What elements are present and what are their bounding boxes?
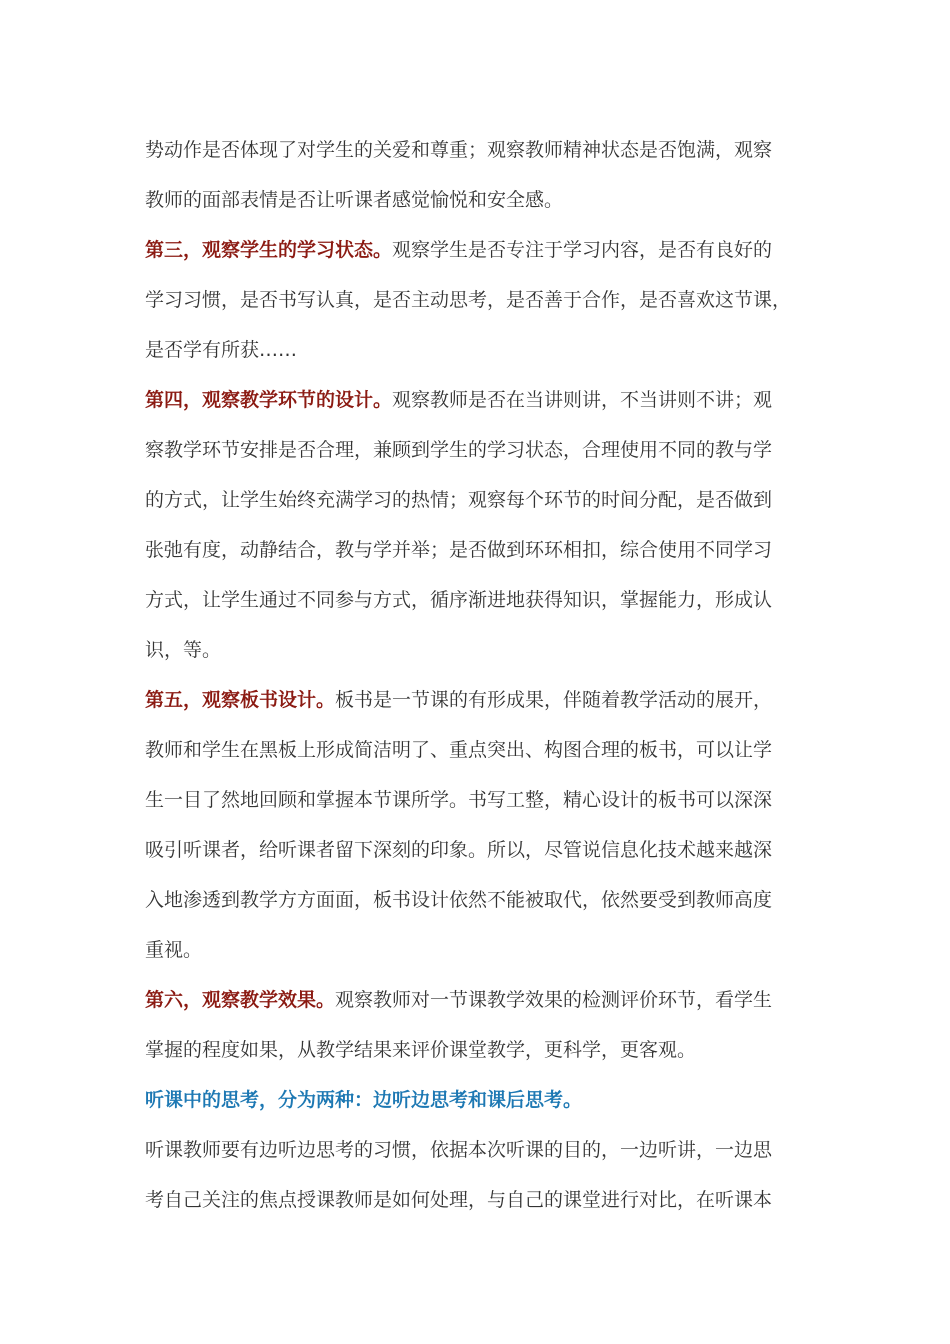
section-4-heading: 第四，观察教学环节的设计。: [145, 389, 393, 411]
section-3-line-2: 学习习惯，是否书写认真，是否主动思考，是否善于合作，是否喜欢这节课，: [145, 289, 792, 311]
section-3-line-1-text: 观察学生是否专注于学习内容，是否有良好的: [392, 239, 773, 261]
section-4-line-1: [145, 375, 815, 425]
section-5-line-6: 重视。: [145, 939, 203, 961]
section-5-line-1-text: 板书是一节课的有形成果，伴随着教学活动的展开，: [335, 689, 773, 711]
thinking-heading: 听课中的思考，分为两种：边听边思考和课后思考。: [145, 1089, 583, 1111]
section-4-line-4: 张弛有度，动静结合，教与学并举；是否做到环环相扣，综合使用不同学习: [145, 539, 773, 561]
section-6-paragraph: [145, 975, 815, 1075]
section-4-line-5: 方式，让学生通过不同参与方式，循序渐进地获得知识，掌握能力，形成认: [145, 589, 773, 611]
section-5-line-4: 吸引听课者，给听课者留下深刻的印象。所以，尽管说信息化技术越来越深: [145, 839, 773, 861]
section-3-heading: 第三，观察学生的学习状态。: [145, 239, 393, 261]
section-6-line-1-text: 观察教师对一节课教学效果的检测评价环节，看学生: [335, 989, 773, 1011]
thinking-line-2: 考自己关注的焦点授课教师是如何处理，与自己的课堂进行对比，在听课本: [145, 1189, 773, 1211]
intro-paragraph: [145, 125, 815, 225]
section-3-paragraph: [145, 225, 815, 375]
intro-line-1: 势动作是否体现了对学生的关爱和尊重；观察教师精神状态是否饱满，观察: [145, 139, 773, 161]
thinking-heading-paragraph: [145, 1075, 815, 1125]
section-4-line-1-text: 观察教师是否在当讲则讲，不当讲则不讲；观: [392, 389, 773, 411]
thinking-line-1: 听课教师要有边听边思考的习惯，依据本次听课的目的，一边听讲，一边思: [145, 1139, 773, 1161]
section-4-paragraph: [145, 375, 815, 675]
section-4-line-3: 的方式，让学生始终充满学习的热情；观察每个环节的时间分配，是否做到: [145, 489, 773, 511]
section-6-heading: 第六，观察教学效果。: [145, 989, 336, 1011]
section-5-line-5: 入地渗透到教学方方面面，板书设计依然不能被取代，依然要受到教师高度: [145, 889, 773, 911]
intro-line-2: 教师的面部表情是否让听课者感觉愉悦和安全感。: [145, 189, 564, 211]
section-5-heading: 第五，观察板书设计。: [145, 689, 336, 711]
section-4-line-6: 识，等。: [145, 639, 222, 661]
section-6-line-2: 掌握的程度如果，从教学结果来评价课堂教学，更科学，更客观。: [145, 1039, 697, 1061]
section-5-line-3: 生一目了然地回顾和掌握本节课所学。书写工整，精心设计的板书可以深深: [145, 789, 773, 811]
section-5-line-2: 教师和学生在黑板上形成简洁明了、重点突出、构图合理的板书，可以让学: [145, 739, 773, 761]
thinking-paragraph: [145, 1125, 815, 1225]
section-3-line-3: 是否学有所获……: [145, 339, 298, 361]
section-4-line-2: 察教学环节安排是否合理，兼顾到学生的学习状态，合理使用不同的教与学: [145, 439, 773, 461]
section-3-line-1: [145, 225, 815, 275]
document-page: [145, 125, 815, 1225]
section-6-line-1: [145, 975, 815, 1025]
section-5-line-1: [145, 675, 815, 725]
section-5-paragraph: [145, 675, 815, 975]
